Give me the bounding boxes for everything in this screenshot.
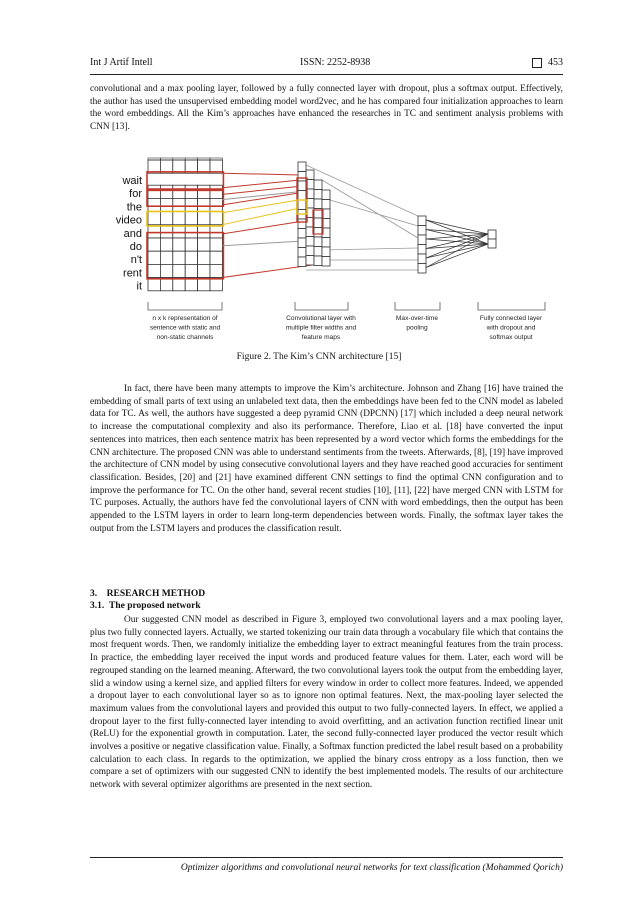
- layer-label-line: with dropout and: [486, 324, 536, 332]
- footer-rule: [90, 857, 563, 858]
- feature-map-cell: [314, 247, 322, 257]
- feature-map-cell: [298, 181, 306, 191]
- intro-paragraph: convolutional and a max pooling layer, followed by a fully connected layer with dropout, plus a softmax output. Effectively, the author has used the unsupervised embedding model word2vec, and he has compared four initialization approaches to learn the word embeddings. All the Kim’s approaches have enhanced the researches in TC and sentiment analysis problems with CNN [13].: [90, 84, 563, 133]
- feature-map-cell: [298, 229, 306, 239]
- matrix-cell: [173, 238, 185, 251]
- matrix-cell: [185, 264, 197, 277]
- matrix-cell: [210, 251, 222, 264]
- matrix-cell: [148, 185, 160, 198]
- feature-map-cell: [314, 180, 322, 190]
- sentence-word: it: [136, 280, 142, 293]
- sentence-word: the: [126, 201, 142, 214]
- matrix-cell: [160, 264, 172, 277]
- matrix-cell: [210, 198, 222, 211]
- matrix-cell: [160, 238, 172, 251]
- layer-bracket: [148, 302, 222, 310]
- pooling-cell: [418, 245, 426, 255]
- section-heading: 3. RESEARCH METHOD: [90, 589, 206, 599]
- pooling-cell: [418, 264, 426, 274]
- sentence-word: for: [129, 188, 142, 201]
- feature-map-cell: [298, 162, 306, 172]
- pooling-cell: [418, 216, 426, 226]
- matrix-cell: [210, 238, 222, 251]
- layer-bracket: [295, 302, 348, 310]
- sentence-word: n't: [130, 254, 142, 267]
- matrix-cell: [198, 185, 210, 198]
- layer-label-line: sentence with static and: [149, 324, 221, 332]
- matrix-cell: [173, 264, 185, 277]
- feature-map-cell: [322, 247, 330, 257]
- embedding-matrix: [147, 158, 223, 291]
- feature-map-cell: [314, 199, 322, 209]
- matrix-cell: [173, 251, 185, 264]
- pooling-line: [322, 248, 418, 250]
- layer-bracket: [395, 302, 440, 310]
- square-bullet-icon: [532, 58, 542, 68]
- sentence-word: wait: [122, 175, 142, 187]
- feature-map-cell: [314, 237, 322, 247]
- layer-bracket: [478, 302, 545, 310]
- pooling-layer: [418, 216, 426, 273]
- pooling-line: [330, 200, 418, 226]
- matrix-cell: [185, 238, 197, 251]
- matrix-cell: [185, 251, 197, 264]
- matrix-cell: [160, 251, 172, 264]
- matrix-cell: [198, 238, 210, 251]
- layer-label-line: feature maps: [301, 334, 341, 341]
- matrix-cell: [198, 198, 210, 211]
- feature-maps: [297, 162, 330, 267]
- matrix-cell: [210, 264, 222, 277]
- layer-label-line: Fully connected layer: [479, 315, 543, 322]
- layer-label-line: pooling: [406, 324, 428, 332]
- matrix-cell: [148, 238, 160, 251]
- feature-map-cell: [298, 257, 306, 267]
- fc-cell: [488, 239, 496, 248]
- feature-map-cell: [306, 237, 314, 247]
- subsection-heading: 3.1. The proposed network: [90, 601, 201, 611]
- feature-map-cell: [298, 248, 306, 258]
- matrix-cell: [160, 198, 172, 211]
- layer-label-line: softmax output: [489, 334, 533, 341]
- feature-map-cell: [322, 200, 330, 210]
- matrix-cell: [173, 212, 185, 225]
- matrix-cell: [185, 212, 197, 225]
- matrix-cell: [160, 185, 172, 198]
- running-header: [90, 57, 563, 73]
- convolution-line: [222, 173, 300, 175]
- journal-name: Int J Artif Intell: [90, 57, 153, 68]
- feature-map-cell: [306, 246, 314, 256]
- feature-map-cell: [314, 218, 322, 228]
- layer-label-line: multiple filter widths and: [285, 324, 357, 332]
- matrix-cell: [185, 198, 197, 211]
- fully-connected-layer: [426, 220, 496, 268]
- sentence-words: [116, 175, 143, 293]
- related-work-paragraph: In fact, there have been many attempts to improve the Kim’s architecture. Johnson and Zhang [16] have trained the embedding of small parts of text using an unlabeled text data, then the embeddings have been fed to the CNN model as labeled data for TC. As well, the authors have suggested a deep pyramid CNN (DPCNN) [17] which included a deep neural network to increase the computational complexity and also its performance. Therefore, Liao et al. [18] have converted the input sentences into matrices, then each sentence matrix has been represented by a word vector which forms the embeddings for the CNN architecture. The proposed CNN was able to understand sentiments from the tweets. Afterwards, [8], [19] have improved the architecture of CNN model by using consecutive convolutional layers and they have reached good accuracies for sentiment classification. Besides, [20] and [21] have examined different CNN settings to find the optimal CNN configuration and to improve the performance for TC. On the other hand, several recent studies [10], [11], [22] have merged CNN with LSTM for TC purposes. Actually, the authors have fed the convolutional layers of CNN with word embeddings, then the output has been appended to the LSTM layers in order to learn long-term dependencies between words. Finally, the softmax layer takes the output from the LSTM layers and produces the classification result.: [90, 384, 563, 534]
- layer-label-line: Convolutional layer with: [286, 315, 356, 322]
- feature-map-cell: [314, 228, 322, 238]
- layer-brackets: [148, 302, 545, 310]
- layer-labels: [150, 315, 543, 341]
- method-paragraph: Our suggested CNN model as described in Figure 3, employed two convolutional layers and a max pooling layer, plus two fully connected layers. Actually, we started tokenizing our train data through a vocabulary file which that contains the most frequent words. Then, we randomly initialize the embedding layer to extract meaningful features from the train process. In practice, the embedding layer received the input words and produced feature values for them. Later, each word will be regrouped standing on the learned meaning. Afterward, the two convolutional layers took the output from the embedding layer, slid a window using a kernel size, and applied filters for every window in order to collect more features. Indeed, we appended a dropout layer to each convolutional layer so as to ignore non optimal features. Next, the max-pooling layer selected the maximum values from the convolutional layers and provided this output to two fully-connected layers. In effect, we applied a dropout layer to the first fully-connected layer intending to avoid overfitting, and an activation function rectified linear unit (ReLU) for the exponential growth in computation. Later, the second fully-connected layer produced the vector result which involves a positive or negative classification value. Finally, a Softmax function predicted the label result based on a probability calculation to each class. In regards to the optimization, we applied the binary cross entropy as a loss function, then we compare a set of optimizers with our suggested CNN to identify the best implemented models. The results of our architecture network with several optimizer algorithms are presented in the next section.: [90, 615, 563, 791]
- sentence-word: do: [129, 241, 142, 253]
- matrix-cell: [148, 198, 160, 211]
- matrix-cell: [148, 212, 160, 225]
- matrix-cell: [173, 185, 185, 198]
- matrix-cell: [210, 185, 222, 198]
- issn: ISSN: 2252-8938: [300, 57, 371, 68]
- feature-map-cell: [298, 219, 306, 229]
- fc-cell: [488, 230, 496, 239]
- feature-map-cell: [322, 257, 330, 267]
- running-footer: Optimizer algorithms and convolutional neural networks for text classification (Mohammed Qorich): [180, 863, 563, 873]
- pooling-line: [322, 180, 418, 238]
- feature-map-cell: [298, 172, 306, 182]
- feature-map-cell: [322, 238, 330, 248]
- sentence-word: video: [115, 214, 142, 227]
- feature-map-cell: [306, 256, 314, 266]
- figure-caption: Figure 2. The Kim’s CNN architecture [15]: [236, 352, 402, 362]
- pooling-cell: [418, 235, 426, 245]
- convolution-line: [222, 180, 300, 188]
- feature-map-cell: [314, 256, 322, 266]
- matrix-cell: [185, 185, 197, 198]
- matrix-cell: [210, 212, 222, 225]
- layer-label-line: Max-over-time: [395, 315, 439, 322]
- sentence-word: rent: [123, 267, 142, 280]
- kim-cnn-figure: [100, 150, 560, 345]
- fc-line: [426, 234, 488, 268]
- page-number: 453: [548, 57, 563, 68]
- feature-map-cell: [314, 190, 322, 200]
- matrix-cell: [160, 212, 172, 225]
- matrix-cell: [198, 251, 210, 264]
- pooling-cell: [418, 254, 426, 264]
- matrix-cell: [148, 264, 160, 277]
- matrix-cell: [173, 198, 185, 211]
- header-rule: [90, 74, 563, 75]
- feature-map-cell: [322, 190, 330, 200]
- matrix-cell: [198, 212, 210, 225]
- matrix-cell: [148, 251, 160, 264]
- matrix-cell: [198, 264, 210, 277]
- feature-map-cell: [298, 191, 306, 201]
- feature-map-cell: [298, 238, 306, 248]
- feature-map-cell: [298, 200, 306, 210]
- pooling-cell: [418, 226, 426, 236]
- convolution-line: [222, 186, 303, 194]
- layer-label-line: non-static channels: [156, 334, 214, 341]
- layer-label-line: n x k representation of: [152, 315, 218, 322]
- sentence-word: and: [123, 227, 142, 240]
